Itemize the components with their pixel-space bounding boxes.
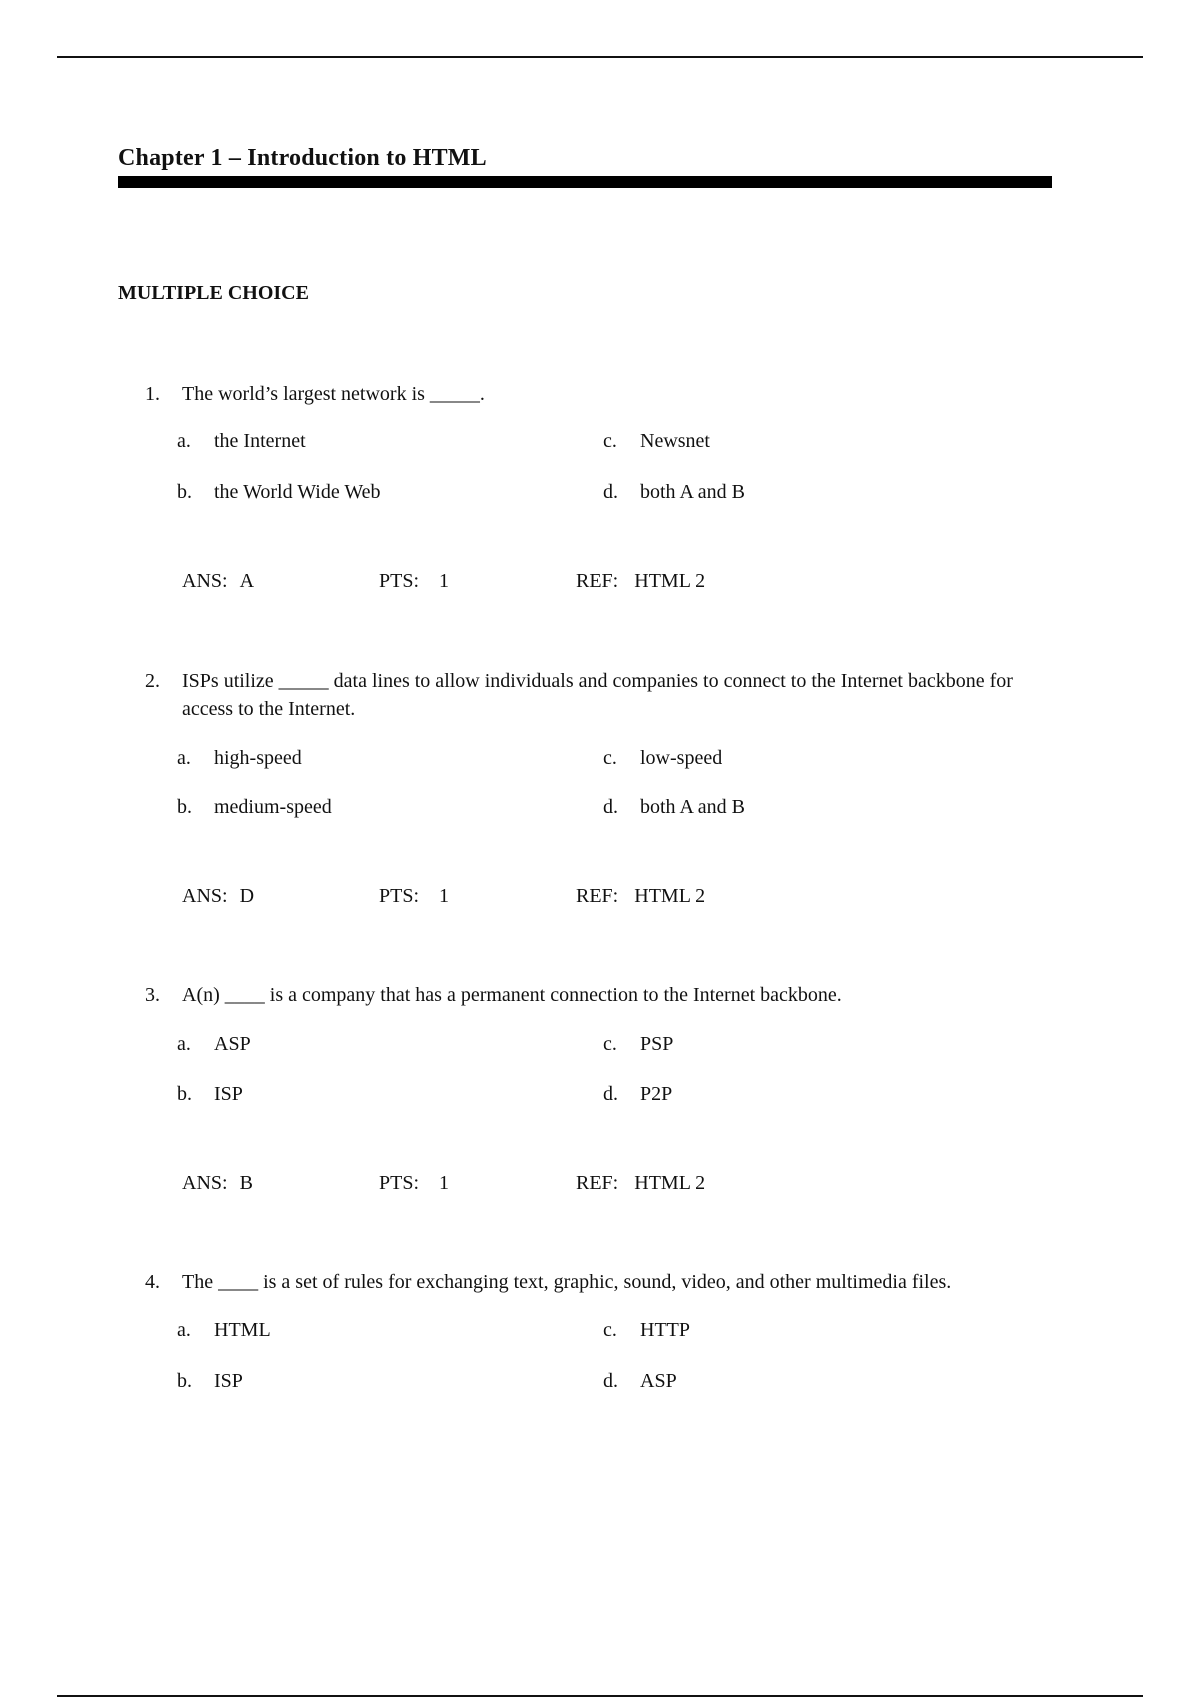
option-b <box>177 1367 243 1395</box>
answer-key <box>182 567 254 595</box>
option-text: the World Wide Web <box>214 481 381 503</box>
ans-label: ANS: <box>182 1172 228 1194</box>
option-text: low-speed <box>640 747 723 769</box>
ref-value: HTML 2 <box>634 1172 706 1194</box>
option-text: the Internet <box>214 430 306 452</box>
pts-label: PTS: <box>379 1172 420 1194</box>
ans-label: ANS: <box>182 885 228 907</box>
option-text: ISP <box>214 1370 243 1392</box>
option-d <box>603 1080 672 1108</box>
option-letter: a. <box>177 430 191 452</box>
option-c <box>603 1030 673 1058</box>
option-b <box>177 793 332 821</box>
option-letter: a. <box>177 1319 191 1341</box>
option-d <box>603 1367 677 1395</box>
chapter-title-bar <box>118 176 1052 188</box>
answer-key <box>182 1169 253 1197</box>
option-c <box>603 744 722 772</box>
option-text: both A and B <box>640 481 746 503</box>
option-a <box>177 1316 271 1344</box>
option-d <box>603 793 745 821</box>
reference <box>576 882 705 910</box>
option-text: ASP <box>214 1033 251 1055</box>
option-text: PSP <box>640 1033 674 1055</box>
ref-value: HTML 2 <box>634 570 706 592</box>
option-b <box>177 478 381 506</box>
option-letter: d. <box>603 1370 618 1392</box>
points <box>379 567 449 595</box>
pts-value: 1 <box>439 570 450 592</box>
ref-label: REF: <box>576 885 619 907</box>
option-c <box>603 427 710 455</box>
option-letter: b. <box>177 796 192 818</box>
option-a <box>177 744 302 772</box>
ref-label: REF: <box>576 1172 619 1194</box>
ref-label: REF: <box>576 570 619 592</box>
pts-value: 1 <box>439 1172 450 1194</box>
ref-value: HTML 2 <box>634 885 706 907</box>
option-a <box>177 1030 251 1058</box>
option-c <box>603 1316 690 1344</box>
option-text: P2P <box>640 1083 673 1105</box>
option-text: HTTP <box>640 1319 690 1341</box>
option-letter: d. <box>603 1083 618 1105</box>
option-letter: d. <box>603 481 618 503</box>
ans-label: ANS: <box>182 570 228 592</box>
question-text: A(n) ____ is a company that has a permanent connection to the Internet backbone. <box>182 984 842 1006</box>
ans-value: A <box>239 570 255 592</box>
option-letter: b. <box>177 1083 192 1105</box>
option-letter: c. <box>603 747 617 769</box>
option-letter: c. <box>603 430 617 452</box>
question-number: 1. <box>145 383 160 405</box>
option-d <box>603 478 745 506</box>
pts-label: PTS: <box>379 885 420 907</box>
answer-key <box>182 882 254 910</box>
points <box>379 1169 449 1197</box>
bottom-rule <box>57 1695 1143 1697</box>
pts-label: PTS: <box>379 570 420 592</box>
reference <box>576 1169 705 1197</box>
reference <box>576 567 705 595</box>
ans-value: D <box>239 885 255 907</box>
option-b <box>177 1080 243 1108</box>
option-letter: b. <box>177 481 192 503</box>
question-number: 2. <box>145 670 160 692</box>
option-letter: b. <box>177 1370 192 1392</box>
question-text: The world’s largest network is _____. <box>182 383 485 405</box>
question-text: The ____ is a set of rules for exchanging text, graphic, sound, video, and other multimedia files. <box>182 1271 952 1293</box>
option-text: Newsnet <box>640 430 710 452</box>
option-letter: a. <box>177 1033 191 1055</box>
option-letter: a. <box>177 747 191 769</box>
option-letter: c. <box>603 1033 617 1055</box>
pts-value: 1 <box>439 885 450 907</box>
option-text: high-speed <box>214 747 302 769</box>
question-number: 3. <box>145 984 160 1006</box>
option-letter: d. <box>603 796 618 818</box>
question-text: ISPs utilize _____ data lines to allow individuals and companies to connect to the Internet backbone for access to the Internet. <box>182 670 1013 720</box>
ans-value: B <box>239 1172 253 1194</box>
option-text: medium-speed <box>214 796 332 818</box>
option-text: ASP <box>640 1370 677 1392</box>
points <box>379 882 449 910</box>
top-rule <box>57 56 1143 58</box>
option-text: HTML <box>214 1319 271 1341</box>
option-letter: c. <box>603 1319 617 1341</box>
chapter-title: Chapter 1 – Introduction to HTML <box>118 145 487 171</box>
option-a <box>177 427 306 455</box>
question-number: 4. <box>145 1271 160 1293</box>
option-text: both A and B <box>640 796 746 818</box>
section-heading: MULTIPLE CHOICE <box>118 282 309 304</box>
option-text: ISP <box>214 1083 243 1105</box>
